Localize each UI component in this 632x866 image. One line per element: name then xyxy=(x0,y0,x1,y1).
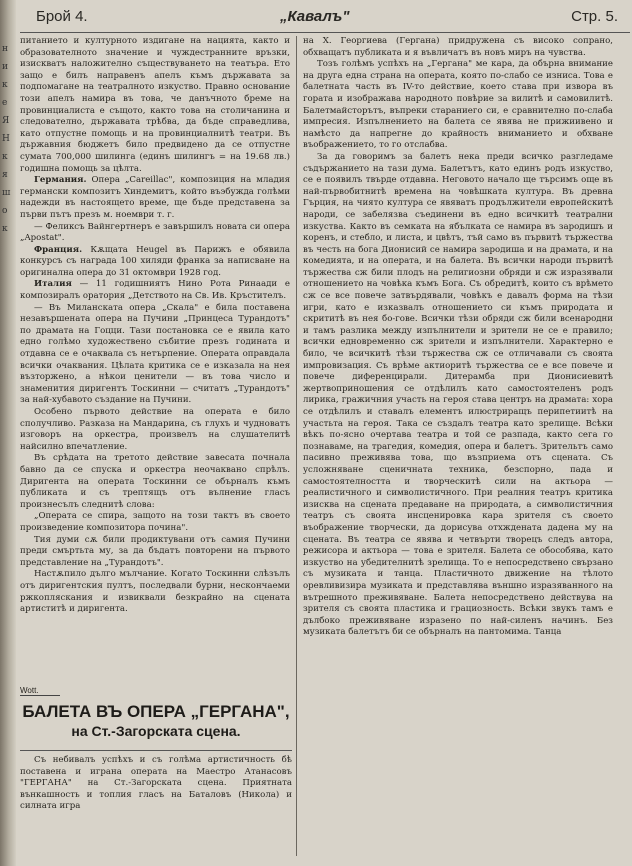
section-label: Франция. xyxy=(34,244,83,255)
issue-number: Брой 4. xyxy=(36,8,88,25)
article-rule xyxy=(20,750,292,751)
column-divider xyxy=(296,36,297,856)
article-title: БАЛЕТА ВЪ ОПЕРА „ГЕРГАНА", xyxy=(22,702,290,721)
paragraph: — Феликсъ Вайнгертнеръ е завършилъ новата си опера „Apostat". xyxy=(20,221,290,244)
france-note: Франция. Кѫщата Heugel въ Парижъ е обявила конкурсъ съ награда 100 хиляди франка за написване на оригинална опера до 31 октомври 1928 год. xyxy=(20,244,291,278)
italy-note: Италия — 11 годишниятъ Нино Рота Ринаади е композиралъ оратория „Детството на Св. Ив. Кръстителъ. xyxy=(20,279,290,302)
ballet-article xyxy=(20,686,292,813)
paragraph: Въ срѣдата на третото действие завесата почнала бавно да се спуска и оркестра неочаквано спрѣлъ. Диригента на операта Тоскинни се обърналъ къмъ публиката и съ трептящъ отъ вълнение гласъ произнесълъ следнитѣ слова: xyxy=(20,453,290,510)
edge-fragment-chars: н и к е Я Н к я ш о к xyxy=(2,44,11,234)
right-column xyxy=(303,36,613,639)
article-subtitle: на Ст.-Загорската сцена. xyxy=(71,723,241,739)
page-header xyxy=(20,8,626,32)
quote: „Операта се спира, защото на този тактъ въ своето произведение композитора почина". xyxy=(20,511,290,533)
header-rule xyxy=(20,32,630,33)
paragraph: За да говоримъ за балетъ нека преди всичко разгледаме съдържанието на тази дума. Балетътъ, като единъ родъ изкуство, се е появилъ твърде отдавна. Неговото начало ще търсимъ още въ най-първобитнитѣ времена на човѣшката култура. Въ древна Гърция, на чиято култура се явяватъ продължители европейскитѣ народи, се забелязва съединени въ едно всичкитѣ театрални изкуства. Както въ семката на ябълката се намира въ зародишъ и коренъ, и стебло, и листа, и цвѣтъ, тъй само въ първитѣ тържества въ честь на бога Дионисий се намира зародиша и на драмата, и на комедията, и на операта, и на балета. Въ всички народи първитѣ тържества сж били плодъ на религиозни обряди и сж изразявали отношението на човѣка къмъ Бога. Съ обредитѣ, които съ врѣмето сж се все повече затвърдявали, човѣкъ е давалъ форма на тѣзи игри, като е изказвалъ отношението си къмъ природата и скрититѣ въ нея бо-гове. Всички тѣзи обряди сж били всенародни и тамъ разлика между изпълнители и зрители не се е правило; всички едновременно сж зрители и изпълнители. Характерно е било, че всичкитѣ тѣзи тържества сж се отличавали съ своята импровизация. Съ врѣме актиоритѣ тържества се е все повече и повече диференцирали. Дитерамба при Дионисиевитѣ жертвоприношения се отдѣлилъ като самостоятеленъ родъ лирика, гражичния участь на героя става центръ на драмата: хора се отдѣлилъ и ставалъ елементъ илюстриращъ перипетиитѣ на участьта на героя. Така се създалъ театра като зрелище. Всѣки вѣкъ по-ясно очертава театра и той се разпада, както сега го познаваме, на трагедия, комедия, опера и балетъ. Зрительтъ само пасивно преживява това, що възприема отъ сцената. Съ усложняване сценичната техника, безспорно, пада и самостоятелността и творческитѣ сили на актьора — реалистичного и символистичного. При реалния театръ критика изисква на сцената предаване на природата, а символистичния театръ съ своята инсценировка кара зрителя съ своето въображение творчески, да дорисува отхждената дадена му на сцената. Въ театра се явява и четвърти творецъ следъ автора, режисора и актьора — това е зрителя. Балета се обособява, като изкуство на убедителнитѣ зрелища. То е непосредствено свързано съ музиката и танца. Пластичното движение на тѣлото оревливизира музиката и представлява външно изразяванного на вътрешното преживяване. Балета непосредствено действува на зрителя съ своята пластика и грациозность. Всѣки звукъ тамъ е дълбоко преживяване изразено по най-силенъ начинъ. Без музиката балетътъ би се обърналъ на пантомима. Танца xyxy=(303,151,613,638)
newspaper-title: „Кавалъ" xyxy=(280,8,350,25)
paragraph: — Въ Миланската опера „Скала" е била поставена незавършената опера на Пучини „Принцеса Турандотъ" по драмата на Гоцци. Тази постановка се е явила като едно голѣмо художествено събитие презъ годината и отдавна се е очаквала съ нетърпение. Операта оправдала всички очаквания. Цѣлата критика се е изказала на нея възторжено, а нѣкои ценители — въ това число и знаменития диригентъ Тоскинни — считатъ „Турандотъ" за най-хубавото създание на Пучини. xyxy=(20,302,290,406)
paragraph: Тозъ голѣмъ успѣхъ на „Гергана" ме кара, да обърна внимание на друга една страна на операта, която по-слабо се изниса. Това е балетната часть въ IV-то действие, което става при извора въ гората и изображава народното повѣрие за вилитѣ и самовилитѣ. Балетмайсторътъ, въпреки стараниего си, е сравнително по-слаба импресия. Изпълнението на балета се явява не прижиивено и намѣсто да напрегне до крайность вниманието и обхване въображението, то го отслабва. xyxy=(303,59,613,151)
binding-edge xyxy=(0,0,16,866)
page-number: Стр. 5. xyxy=(571,8,618,25)
paragraph: на Х. Георгиева (Гергана) придружена съ високо сопрано, обхващатъ публиката и я въвличатъ въ новъ миръ на чувства. xyxy=(303,36,613,58)
paragraph: питанието и културното издигане на нацията, както и образователното значение и чуждестранните връзки, изискватъ наложително съществуването на театъра. Ето защо е билъ направенъ апелъ къмъ държавата за подпомагане на театралното изкуство. Правно основание този апелъ намира въ това, че данъчното бреме на провинциалиста е същото, както това на столичанина и следователно, държавата трѣбва, да бъде справедлива, като отпустне помощь и на провинциалнитѣ театри. Въ държавния бюджетъ било предвидено да се отпустне сумата 700,000 шилинга (единъ шилингъ = на 19.68 лв.) годишна помощь за цѣлта. xyxy=(20,36,290,174)
paragraph: Настѫпило дълго мълчание. Когато Тоскинни слѣзълъ отъ диригентския пултъ, последвали бурни, нескончаеми ржкопляскания и извиквали безкрайно на сцената артиститѣ и диригента. xyxy=(20,569,290,615)
section-label: Германия. xyxy=(34,175,87,186)
paragraph: Съ небивалъ успѣхъ и съ голѣма артистичность бѣ поставена и играна операта на Маестро Атанасовъ "ГЕРГАНА" на Ст.-Загорската сцена. Приятната вънкашность и топлия гласъ на Баталовъ (Никола) и силната игра xyxy=(20,755,292,812)
paragraph: Тия думи сѫ били продиктувани отъ самия Пучини преди смъртьта му, за да бъдатъ повторени на първото представление на „Турандотъ". xyxy=(20,534,290,568)
section-label: Италия xyxy=(34,279,72,290)
byline: Wott. xyxy=(20,686,60,696)
left-column xyxy=(20,36,290,616)
germany-note: Германия. Опера „Careillac", композиция на младия германски композитъ Хиндемитъ, който въэбужда голѣми надежди въ настоящето време, ще бъде представена за първи пътъ презъ м. ноември т. г. xyxy=(20,175,290,220)
paragraph: Особено първото действие на операта е било сполучливо. Разказа на Мандарина, съ глухъ и чудноватъ изговоръ на оркестра, произвелъ на слушателитѣ найсилно впечатление. xyxy=(20,407,290,452)
article-body xyxy=(20,755,292,813)
